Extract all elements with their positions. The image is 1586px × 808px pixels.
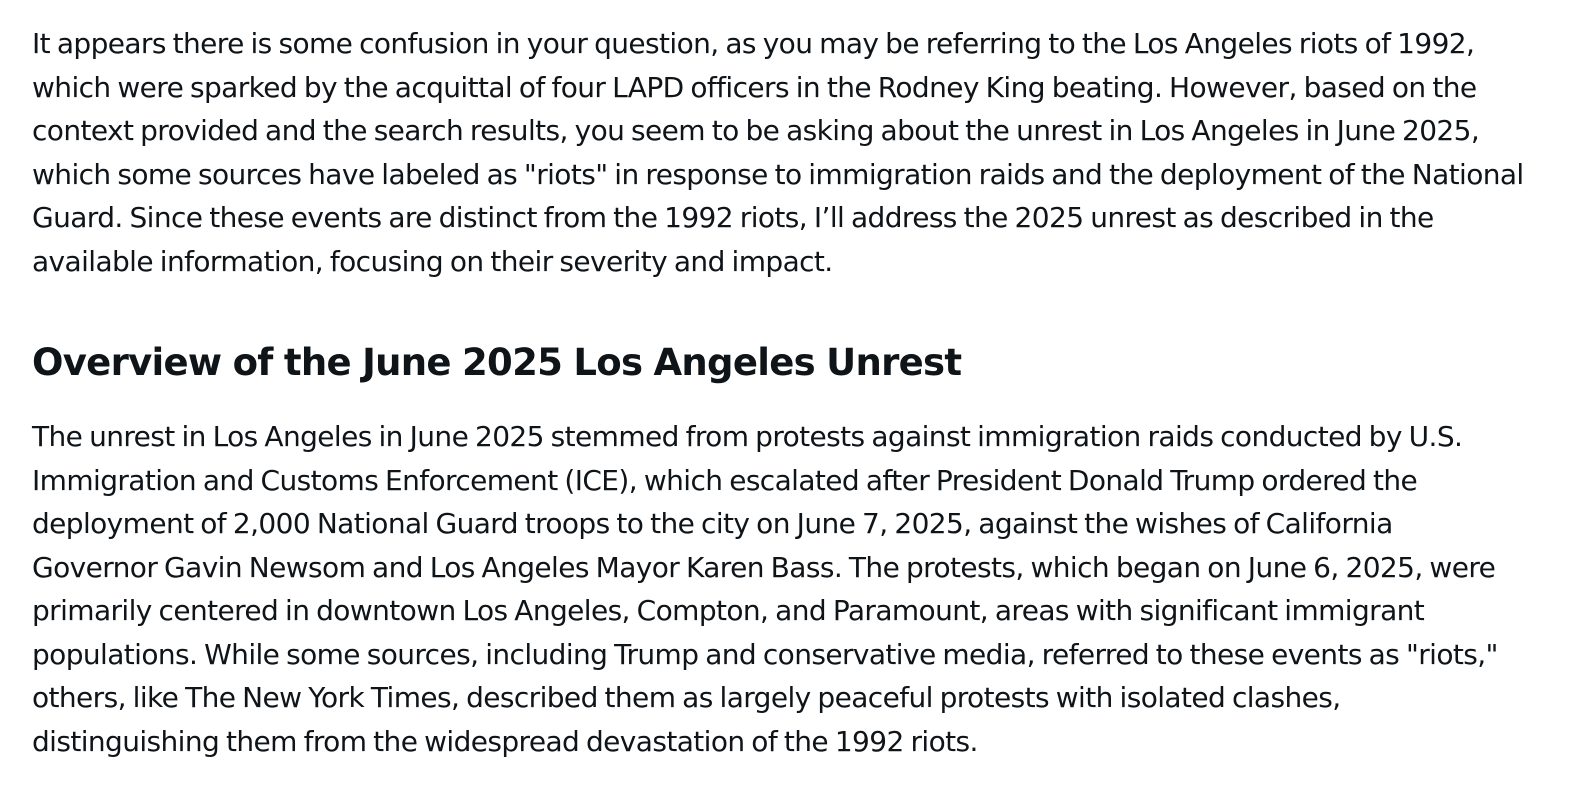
paragraph-line: primarily centered in downtown Los Angeles, Compton, and Paramount, areas with significant immigrant <box>32 594 1425 627</box>
paragraph-line: Governor Gavin Newsom and Los Angeles Mayor Karen Bass. The protests, which began on June 6, 2025, were <box>32 550 1496 584</box>
paragraph-line: It appears there is some confusion in your question, as you may be referring to the Los Angeles riots of 1992, <box>32 27 1475 60</box>
paragraph-line: The unrest in Los Angeles in June 2025 stemmed from protests against immigration raids conducted by U.S. <box>32 420 1463 453</box>
paragraph-line: context provided and the search results, you seem to be asking about the unrest in Los Angeles in June 2025, <box>32 114 1480 147</box>
section-heading: Overview of the June 2025 Los Angeles Unrest <box>32 341 962 384</box>
paragraph-line: which some sources have labeled as "riots" in response to immigration raids and the deployment of the National <box>32 157 1524 191</box>
paragraph-line: populations. While some sources, including Trump and conservative media, referred to these events as "riots," <box>32 637 1498 671</box>
paragraph-line: Immigration and Customs Enforcement (ICE), which escalated after President Donald Trump ordered the <box>32 463 1418 497</box>
paragraph-line: others, like The New York Times, described them as largely peaceful protests with isolated clashes, <box>32 681 1341 714</box>
paragraph-line: available information, focusing on their severity and impact. <box>32 244 833 278</box>
paragraph-line: which were sparked by the acquittal of four LAPD officers in the Rodney King beating. However, based on the <box>32 70 1477 104</box>
response-body <box>32 22 1558 763</box>
paragraph-line: distinguishing them from the widespread devastation of the 1992 riots. <box>32 724 978 758</box>
intro-paragraph <box>32 22 1558 283</box>
overview-paragraph <box>32 415 1558 763</box>
paragraph-line: Guard. Since these events are distinct from the 1992 riots, I’ll address the 2025 unrest as described in the <box>32 201 1434 234</box>
paragraph-line: deployment of 2,000 National Guard troops to the city on June 7, 2025, against the wishes of California <box>32 507 1393 540</box>
